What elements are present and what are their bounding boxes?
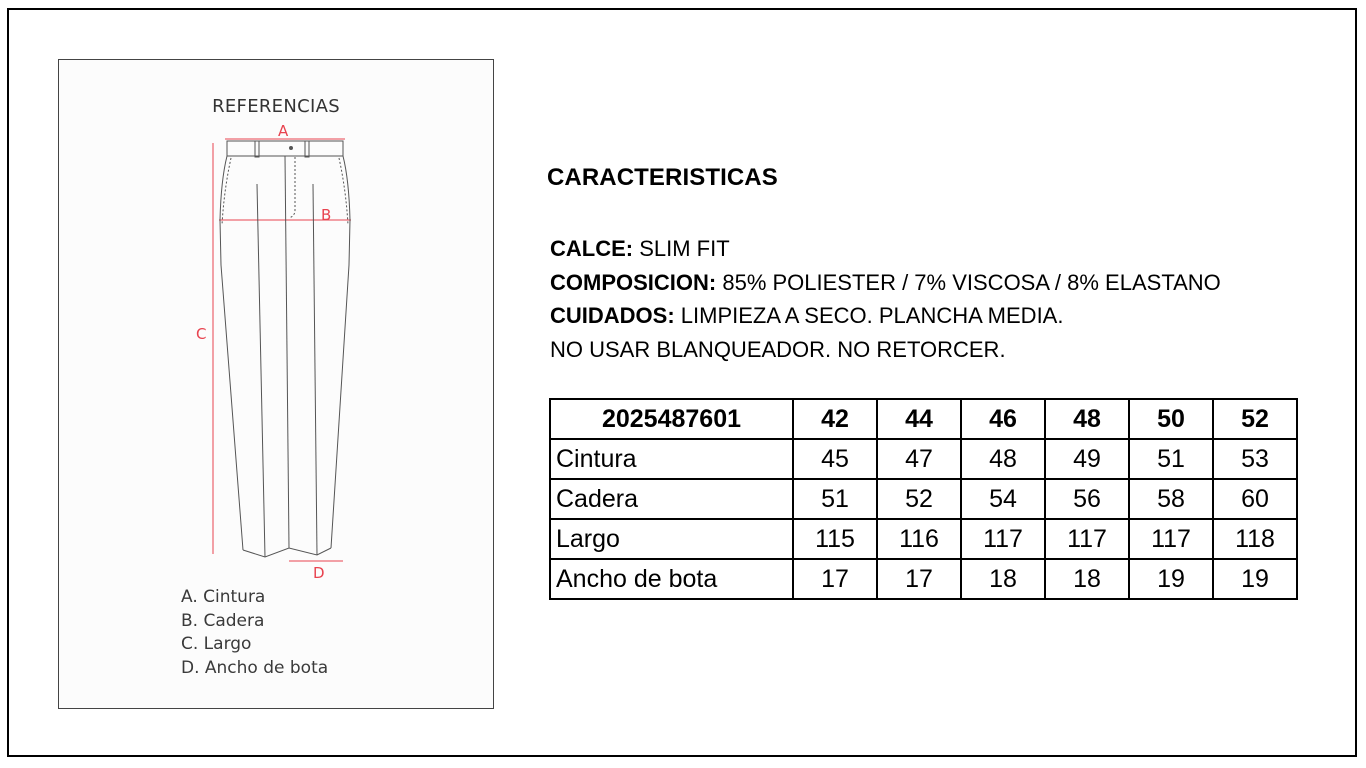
table-row	[550, 479, 1297, 519]
size-header: 50	[1129, 399, 1213, 439]
size-header: 44	[877, 399, 961, 439]
table-cell: 56	[1045, 479, 1129, 519]
row-label: Cintura	[550, 439, 793, 479]
references-legend	[181, 586, 328, 680]
size-header: 42	[793, 399, 877, 439]
table-cell: 117	[961, 519, 1045, 559]
table-cell: 17	[877, 559, 961, 599]
table-cell: 47	[877, 439, 961, 479]
feature-composicion	[550, 266, 1221, 300]
size-header: 52	[1213, 399, 1297, 439]
composicion-label: COMPOSICION:	[550, 269, 717, 295]
table-cell: 118	[1213, 519, 1297, 559]
composicion-value: 85% POLIESTER / 7% VISCOSA / 8% ELASTANO	[716, 269, 1221, 295]
table-cell: 53	[1213, 439, 1297, 479]
table-cell: 54	[961, 479, 1045, 519]
table-cell: 48	[961, 439, 1045, 479]
features-section	[547, 164, 1221, 362]
size-header: 46	[961, 399, 1045, 439]
table-cell: 60	[1213, 479, 1297, 519]
table-cell: 19	[1213, 559, 1297, 599]
marker-a: A	[278, 122, 289, 140]
table-cell: 52	[877, 479, 961, 519]
table-cell: 17	[793, 559, 877, 599]
table-cell: 115	[793, 519, 877, 559]
table-row	[550, 519, 1297, 559]
row-label: Cadera	[550, 479, 793, 519]
marker-c: C	[196, 325, 207, 343]
calce-label: CALCE:	[550, 236, 634, 261]
table-cell: 51	[793, 479, 877, 519]
product-code: 2025487601	[550, 399, 793, 439]
references-panel	[58, 59, 494, 709]
cuidados-value: LIMPIEZA A SECO. PLANCHA MEDIA.	[674, 303, 1064, 328]
table-row	[550, 559, 1297, 599]
legend-item-ancho-de-bota: D. Ancho de bota	[181, 657, 329, 678]
table-cell: 18	[961, 559, 1045, 599]
legend-item-largo: C. Largo	[181, 634, 252, 654]
table-cell: 116	[877, 519, 961, 559]
feature-cuidados-extra: NO USAR BLANQUEADOR. NO RETORCER.	[550, 336, 1006, 362]
table-cell: 58	[1129, 479, 1213, 519]
table-cell: 18	[1045, 559, 1129, 599]
legend-item-cintura: A. Cintura	[181, 587, 266, 607]
row-label: Ancho de bota	[550, 559, 793, 599]
row-label: Largo	[550, 519, 793, 559]
table-cell: 117	[1045, 519, 1129, 559]
marker-b: B	[321, 206, 332, 224]
table-row	[550, 439, 1297, 479]
table-cell: 19	[1129, 559, 1213, 599]
features-list	[550, 232, 1221, 366]
feature-calce	[550, 232, 1221, 266]
table-cell: 51	[1129, 439, 1213, 479]
feature-cuidados	[550, 299, 1221, 333]
cuidados-label: CUIDADOS:	[550, 303, 675, 328]
legend-item-cadera: B. Cadera	[181, 610, 265, 631]
features-title: CARACTERISTICAS	[547, 164, 778, 191]
size-table-header	[550, 399, 1297, 439]
table-cell: 49	[1045, 439, 1129, 479]
size-table	[549, 398, 1298, 600]
marker-d: D	[313, 564, 325, 582]
size-header: 48	[1045, 399, 1129, 439]
calce-value: SLIM FIT	[633, 236, 730, 261]
table-cell: 45	[793, 439, 877, 479]
table-cell: 117	[1129, 519, 1213, 559]
references-title: REFERENCIAS	[212, 96, 340, 117]
